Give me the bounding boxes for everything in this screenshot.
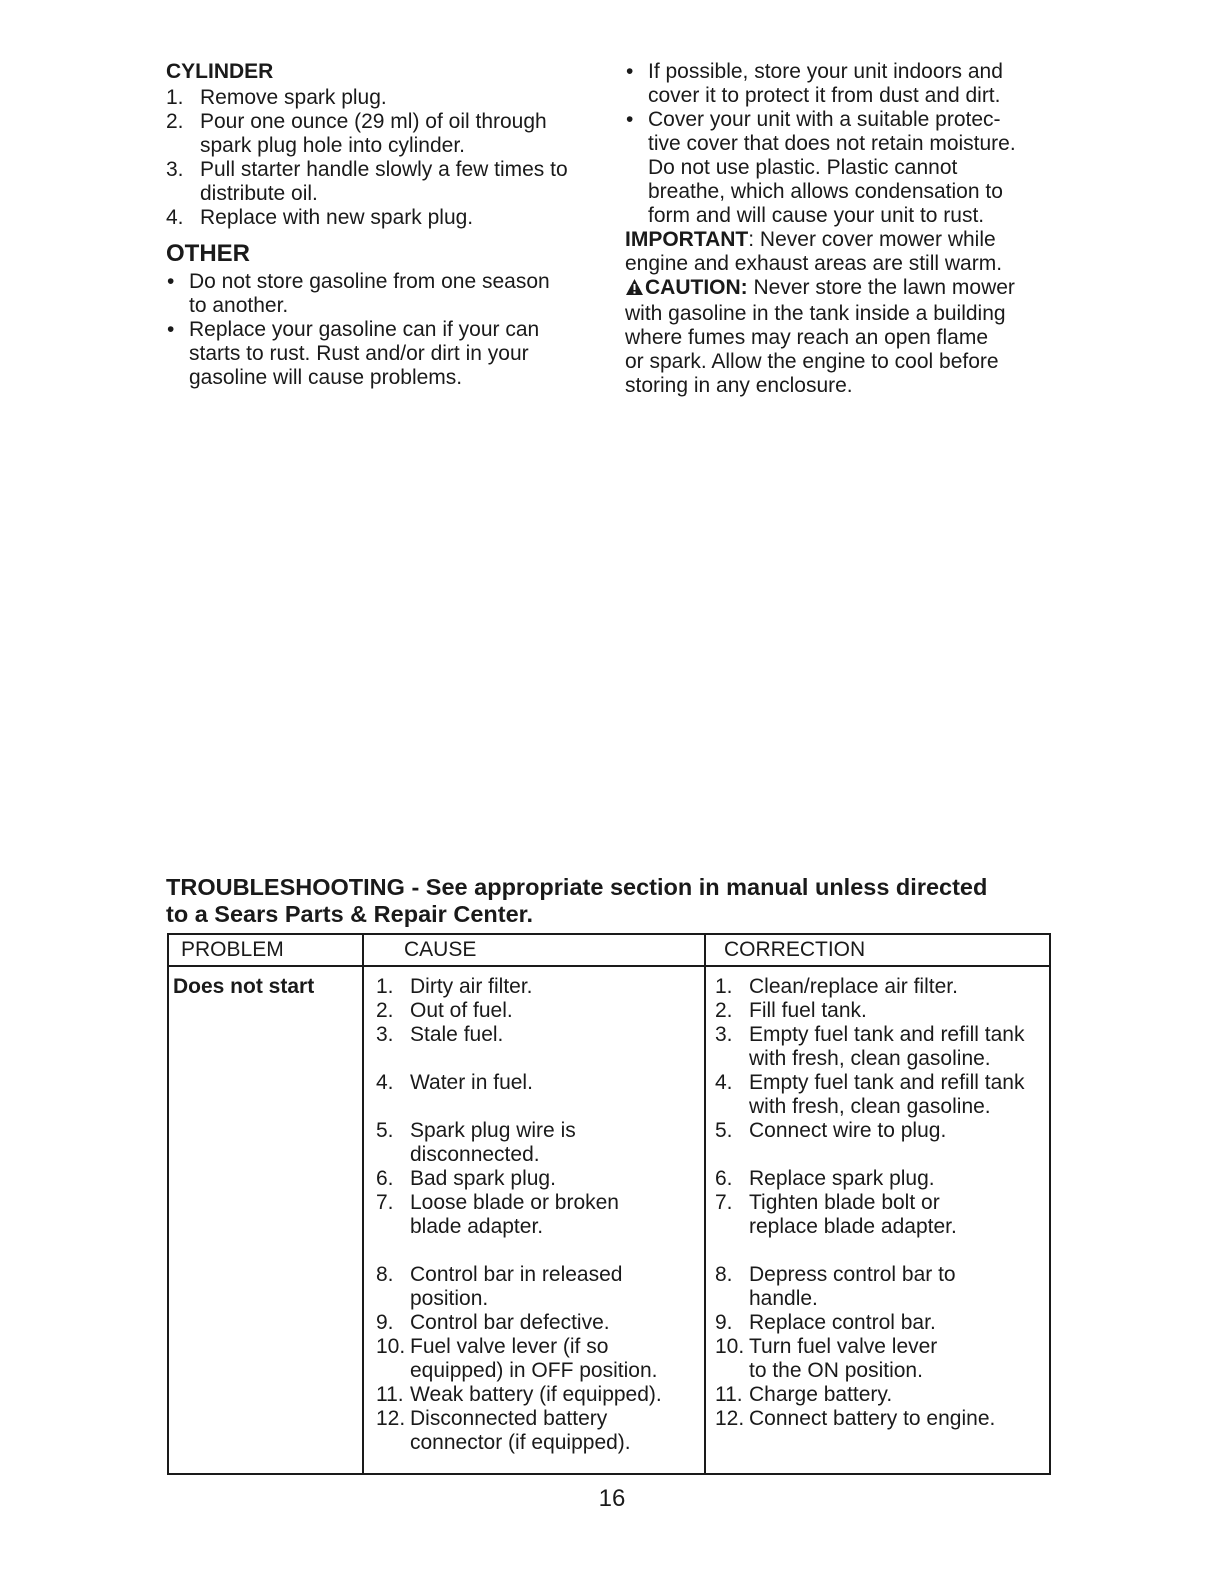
cause-item-number: 3.	[376, 1023, 394, 1046]
header-problem: PROBLEM	[181, 938, 284, 961]
cause-item	[376, 975, 702, 999]
cause-item	[376, 1383, 702, 1407]
cylinder-step-text: Replace with new spark plug.	[200, 206, 474, 229]
cause-item-number: 5.	[376, 1119, 394, 1142]
cause-item-text: Fuel valve lever (if so	[410, 1335, 609, 1358]
cylinder-heading: CYLINDER	[166, 60, 274, 83]
cylinder-step-text: Pull starter handle slowly a few times to	[200, 158, 568, 181]
correction-item-text: with fresh, clean gasoline.	[749, 1095, 991, 1118]
correction-item	[715, 1311, 1051, 1335]
storage-bullet-text: Do not use plastic. Plastic cannot	[648, 156, 958, 179]
storage-bullet-text: cover it to protect it from dust and dirt.	[648, 84, 1001, 107]
correction-item-text: Replace control bar.	[749, 1311, 936, 1334]
problem-cell: Does not start	[173, 975, 315, 998]
cause-item-text	[410, 1095, 416, 1118]
cylinder-step	[166, 158, 606, 206]
cause-item-number: 9.	[376, 1311, 394, 1334]
cause-item-text	[410, 1047, 416, 1070]
storage-bullet	[625, 60, 1065, 108]
cause-item-text: Spark plug wire is	[410, 1119, 576, 1142]
cause-item	[376, 1335, 702, 1383]
cause-item-number: 4.	[376, 1071, 394, 1094]
cause-item-text: Stale fuel.	[410, 1023, 504, 1046]
correction-item-text: Connect battery to engine.	[749, 1407, 996, 1430]
cylinder-step-number: 1.	[166, 86, 184, 109]
caution-text-line: where fumes may reach an open flame	[625, 326, 989, 349]
cause-item-number: 2.	[376, 999, 394, 1022]
cylinder-step-text: Remove spark plug.	[200, 86, 387, 109]
cylinder-step	[166, 206, 606, 230]
other-heading: OTHER	[166, 240, 250, 267]
other-bullet	[166, 270, 606, 318]
cause-item-text: Disconnected battery	[410, 1407, 608, 1430]
other-bullet-text: to another.	[189, 294, 289, 317]
cause-item-text	[410, 1239, 416, 1262]
correction-item-text: Depress control bar to	[749, 1263, 956, 1286]
troubleshooting-title	[166, 874, 1066, 928]
cause-item	[376, 1311, 702, 1335]
cause-item-number: 11.	[376, 1383, 404, 1406]
cause-item-text: position.	[410, 1287, 489, 1310]
correction-item-number: 11.	[715, 1383, 743, 1406]
important-text-line: : Never cover mower while	[748, 228, 996, 251]
correction-item-text: Connect wire to plug.	[749, 1119, 947, 1142]
cause-item-text: Water in fuel.	[410, 1071, 533, 1094]
correction-item-text: to the ON position.	[749, 1359, 923, 1382]
correction-item-number: 10.	[715, 1335, 745, 1358]
correction-item-text: Empty fuel tank and refill tank	[749, 1071, 1025, 1094]
correction-cell	[715, 975, 1051, 1431]
correction-item-text: replace blade adapter.	[749, 1215, 957, 1238]
correction-item	[715, 1263, 1051, 1311]
cause-item	[376, 1191, 702, 1263]
cause-item	[376, 999, 702, 1023]
cause-item-text: Control bar in released	[410, 1263, 623, 1286]
caution-text-line: with gasoline in the tank inside a building	[625, 302, 1006, 325]
cause-item-number: 1.	[376, 975, 394, 998]
warning-triangle-icon	[625, 278, 644, 302]
other-bullets	[166, 270, 606, 390]
table-header-rule	[169, 965, 1049, 967]
table-divider-2	[704, 935, 706, 1473]
caution-label: CAUTION:	[645, 276, 748, 299]
cylinder-step-number: 4.	[166, 206, 184, 229]
cause-item-text: Control bar defective.	[410, 1311, 610, 1334]
left-column	[166, 60, 606, 390]
correction-item-text: Fill fuel tank.	[749, 999, 867, 1022]
cause-item-text: connector (if equipped).	[410, 1431, 631, 1454]
cause-item	[376, 1119, 702, 1167]
cylinder-step-text: distribute oil.	[200, 182, 318, 205]
storage-bullet	[625, 108, 1065, 228]
right-column	[625, 60, 1065, 398]
correction-item	[715, 1383, 1051, 1407]
page-number: 16	[598, 1485, 626, 1512]
correction-item-text: handle.	[749, 1287, 818, 1310]
correction-item-text: Empty fuel tank and refill tank	[749, 1023, 1025, 1046]
correction-item	[715, 1119, 1051, 1167]
storage-bullet-text: form and will cause your unit to rust.	[648, 204, 985, 227]
correction-item	[715, 1071, 1051, 1119]
storage-bullets	[625, 60, 1065, 228]
cause-item-text: equipped) in OFF position.	[410, 1359, 658, 1382]
cylinder-step-number: 3.	[166, 158, 184, 181]
other-bullet-text: Replace your gasoline can if your can	[189, 318, 540, 341]
cause-cell	[376, 975, 702, 1455]
storage-bullet-text: tive cover that does not retain moisture.	[648, 132, 1016, 155]
correction-item-text: Charge battery.	[749, 1383, 893, 1406]
storage-bullet-text: breathe, which allows condensation to	[648, 180, 1003, 203]
correction-item-number: 12.	[715, 1407, 745, 1430]
cause-item	[376, 1263, 702, 1311]
cylinder-step-text: Pour one ounce (29 ml) of oil through	[200, 110, 547, 133]
correction-item	[715, 1407, 1051, 1431]
correction-item-text	[749, 1143, 755, 1166]
important-text-line: engine and exhaust areas are still warm.	[625, 252, 1003, 275]
troubleshooting-title-line: to a Sears Parts & Repair Center.	[166, 901, 534, 927]
cause-item-number: 10.	[376, 1335, 406, 1358]
cylinder-step-number: 2.	[166, 110, 184, 133]
header-correction: CORRECTION	[724, 938, 866, 961]
correction-item-text: Turn fuel valve lever	[749, 1335, 938, 1358]
correction-item-text: Clean/replace air filter.	[749, 975, 958, 998]
correction-item-text: Replace spark plug.	[749, 1167, 935, 1190]
correction-item-number: 4.	[715, 1071, 733, 1094]
correction-item-text: Tighten blade bolt or	[749, 1191, 940, 1214]
cause-item-number: 12.	[376, 1407, 406, 1430]
cylinder-step	[166, 86, 606, 110]
correction-item-text	[749, 1239, 755, 1262]
cause-item	[376, 1407, 702, 1455]
correction-item-number: 1.	[715, 975, 733, 998]
correction-item-number: 5.	[715, 1119, 733, 1142]
correction-item	[715, 1023, 1051, 1071]
troubleshooting-title-line: TROUBLESHOOTING - See appropriate section in manual unless directed	[166, 874, 988, 900]
correction-item-number: 8.	[715, 1263, 733, 1286]
header-cause: CAUSE	[404, 938, 477, 961]
caution-text-line: or spark. Allow the engine to cool before	[625, 350, 999, 373]
correction-item	[715, 975, 1051, 999]
correction-item-number: 3.	[715, 1023, 733, 1046]
correction-item	[715, 1167, 1051, 1191]
cause-item	[376, 1167, 702, 1191]
cause-item-text: Dirty air filter.	[410, 975, 533, 998]
cause-item-text: blade adapter.	[410, 1215, 544, 1238]
cause-item-text: Bad spark plug.	[410, 1167, 556, 1190]
cause-item-number: 8.	[376, 1263, 394, 1286]
correction-item-number: 9.	[715, 1311, 733, 1334]
important-note	[625, 228, 1065, 276]
correction-item-number: 7.	[715, 1191, 733, 1214]
caution-note	[625, 276, 1065, 398]
cylinder-steps	[166, 86, 606, 230]
correction-item	[715, 1335, 1051, 1383]
table-divider-1	[362, 935, 364, 1473]
caution-text-line: storing in any enclosure.	[625, 374, 853, 397]
important-label: IMPORTANT	[625, 228, 749, 251]
troubleshooting-table	[167, 933, 1051, 1475]
cause-item	[376, 1071, 702, 1119]
cause-item-text: Loose blade or broken	[410, 1191, 619, 1214]
cause-item-text: Weak battery (if equipped).	[410, 1383, 662, 1406]
other-bullet	[166, 318, 606, 390]
other-bullet-text: Do not store gasoline from one season	[189, 270, 550, 293]
cause-item	[376, 1023, 702, 1071]
cylinder-step	[166, 110, 606, 158]
storage-bullet-text: If possible, store your unit indoors and	[648, 60, 1003, 83]
correction-item-text: with fresh, clean gasoline.	[749, 1047, 991, 1070]
other-bullet-text: starts to rust. Rust and/or dirt in your	[189, 342, 529, 365]
cause-item-text: Out of fuel.	[410, 999, 513, 1022]
correction-item	[715, 999, 1051, 1023]
storage-bullet-text: Cover your unit with a suitable protec-	[648, 108, 1001, 131]
cause-item-number: 7.	[376, 1191, 394, 1214]
correction-item-number: 6.	[715, 1167, 733, 1190]
caution-text-line: Never store the lawn mower	[747, 276, 1015, 299]
correction-item-number: 2.	[715, 999, 733, 1022]
cause-item-number: 6.	[376, 1167, 394, 1190]
other-bullet-text: gasoline will cause problems.	[189, 366, 463, 389]
cause-item-text: disconnected.	[410, 1143, 540, 1166]
correction-item	[715, 1191, 1051, 1263]
correction-list	[715, 975, 1051, 1431]
cause-list	[376, 975, 702, 1455]
cylinder-step-text: spark plug hole into cylinder.	[200, 134, 465, 157]
